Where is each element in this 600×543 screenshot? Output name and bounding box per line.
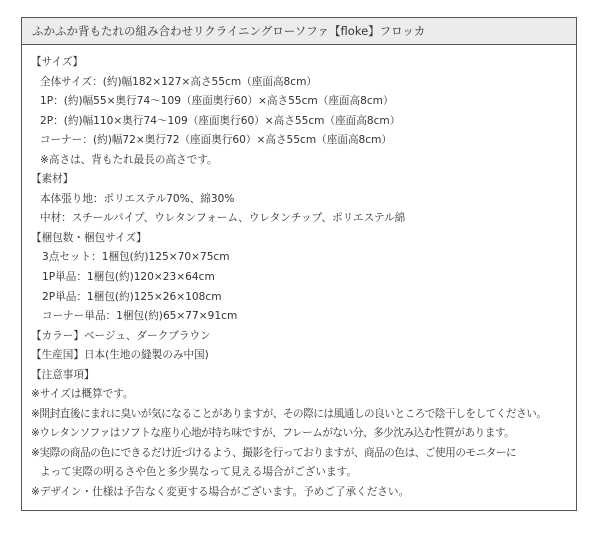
package-set: 3点セット：1梱包(約)125×70×75cm [42,251,230,264]
product-title: ふかふか背もたれの組み合わせリクライニングローソファ【floke】フロッカ [22,18,576,45]
size-2p: 2P：(約)幅110×奥行74～109（座面奥行60）×高さ55cm（座面高8cm） [40,114,401,127]
note-color: ※実際の商品の色にできるだけ近づけるよう、撮影を行っておりますが、商品の色は、ご使用のモニターに [31,446,517,459]
note-size: ※サイズは概算です。 [31,388,134,401]
note-odor: ※開封直後にまれに臭いが気になることがありますが、その際には風通しの良いところで陰干しをしてください。 [31,407,547,420]
note-color-cont: よって実際の明るさや色と多少異なって見える場合がございます。 [40,466,357,479]
package-1p: 1P単品：1梱包(約)120×23×64cm [42,271,215,284]
material-heading: 【素材】 [31,173,74,186]
package-corner: コーナー単品：1梱包(約)65×77×91cm [42,310,238,323]
spec-content [31,53,575,503]
size-overall: 全体サイズ：(約)幅182×127×高さ55cm（座面高8cm） [40,75,318,88]
note-urethane: ※ウレタンソファはソフトな座り心地が持ち味ですが、フレームがない分、多少沈み込む性質があります。 [31,427,515,440]
material-filling: 中材：スチールパイプ、ウレタンフォーム、ウレタンチップ、ポリエステル綿 [40,212,406,225]
package-2p: 2P単品：1梱包(約)125×26×108cm [42,290,222,303]
size-note: ※高さは、背もたれ最長の高さです。 [40,153,218,166]
spec-table [21,17,577,511]
notes-heading: 【注意事項】 [31,368,95,381]
size-corner: コーナー：(約)幅72×奥行72（座面奥行60）×高さ55cm（座面高8cm） [40,134,393,147]
package-heading: 【梱包数・梱包サイズ】 [31,231,147,244]
material-fabric: 本体張り地：ポリエステル70%、綿30% [40,192,235,205]
origin-line: 【生産国】日本(生地の縫製のみ中国) [31,349,209,362]
size-1p: 1P：(約)幅55×奥行74～109（座面奥行60）×高さ55cm（座面高8cm） [40,95,394,108]
color-line: 【カラー】ベージュ、ダークブラウン [31,329,211,342]
note-design: ※デザイン・仕様は予告なく変更する場合がございます。予めご了承ください。 [31,486,410,499]
size-heading: 【サイズ】 [31,56,84,68]
